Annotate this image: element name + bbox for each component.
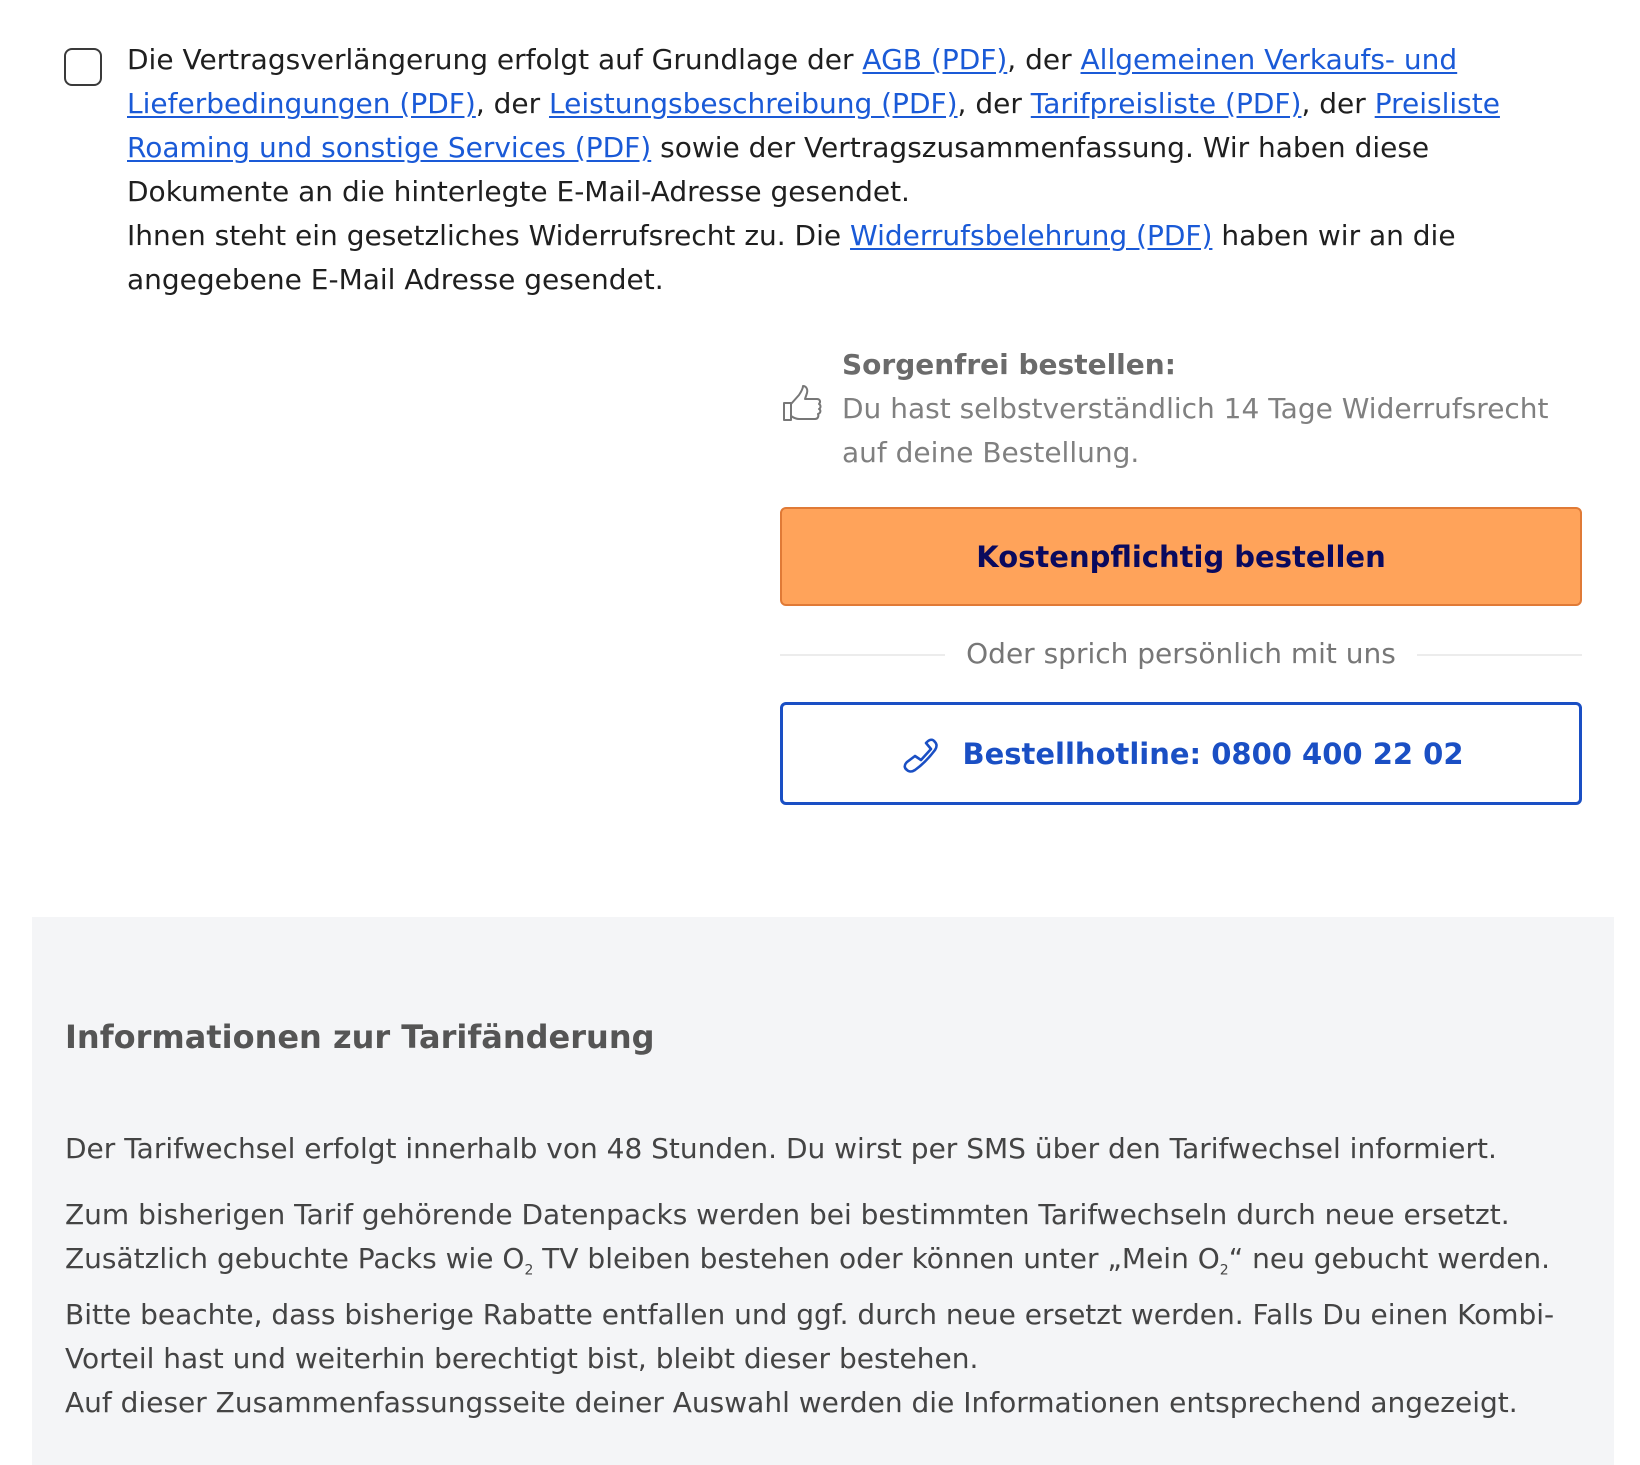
consent-text-part: , der <box>957 87 1031 120</box>
info-text-part: TV bleiben bestehen oder können unter „Mein O <box>533 1242 1220 1275</box>
info-text-part: Zum bisherigen Tarif gehörende Datenpacks werden bei bestimmten Tarifwechseln durch neue ersetzt. Zusätzlich gebuchte Packs wie O <box>65 1198 1510 1275</box>
tariff-info-section <box>32 917 1614 1465</box>
tarifpreisliste-link[interactable]: Tarifpreisliste (PDF) <box>1030 87 1302 120</box>
thumbs-up-icon <box>780 383 824 427</box>
consent-text-part: haben wir an die angegebene E-Mail Adresse gesendet. <box>127 219 1456 296</box>
consent-checkbox[interactable] <box>64 48 102 86</box>
consent-text-part: Die Vertragsverlängerung erfolgt auf Grundlage der <box>127 43 863 76</box>
consent-text-part: , der <box>1007 43 1081 76</box>
leistungsbeschreibung-link[interactable]: Leistungsbeschreibung (PDF) <box>549 87 958 120</box>
info-subscript: 2 <box>1219 1262 1229 1279</box>
order-button-label: Kostenpflichtig bestellen <box>976 539 1386 574</box>
or-divider <box>780 636 1582 672</box>
agb-link[interactable]: AGB (PDF) <box>862 43 1008 76</box>
hotline-button[interactable] <box>780 702 1582 805</box>
preisliste-roaming-link[interactable]: Preisliste Roaming und sonstige Services (PDF) <box>127 87 1500 164</box>
reassurance-title: Sorgenfrei bestellen: <box>842 348 1176 381</box>
divider-line-right <box>1417 654 1582 656</box>
info-title: Informationen zur Tarifänderung <box>65 1018 655 1056</box>
widerrufsbelehrung-link[interactable]: Widerrufsbelehrung (PDF) <box>850 219 1213 252</box>
info-paragraph-2 <box>65 1193 1585 1425</box>
reassurance-text: Du hast selbstverständlich 14 Tage Widerrufsrecht auf deine Bestellung. <box>842 392 1549 469</box>
info-text-part: “ neu gebucht werden. Bitte beachte, dass bisherige Rabatte entfallen und ggf. durch neue ersetzt werden. Falls Du einen Kombi-Vorteil hast und weiterhin berechtigt bist, bleibt dieser bestehen. <box>65 1242 1555 1375</box>
info-paragraph-1: Der Tarifwechsel erfolgt innerhalb von 48 Stunden. Du wirst per SMS über den Tarifwechsel informiert. <box>65 1132 1497 1165</box>
consent-text-part: Ihnen steht ein gesetzliches Widerrufsrecht zu. Die <box>127 219 851 252</box>
phone-icon <box>898 731 944 777</box>
consent-text-part: , der <box>475 87 550 120</box>
info-text-part: Auf dieser Zusammenfassungsseite deiner Auswahl werden die Informationen entsprechend angezeigt. <box>65 1385 1518 1419</box>
consent-text-part: sowie der Vertragszusammenfassung. Wir haben diese Dokumente an die hinterlegte E-Mail-Adresse gesendet. <box>127 131 1430 208</box>
info-subscript: 2 <box>524 1262 534 1279</box>
consent-text <box>127 38 1577 302</box>
avl-link[interactable]: Allgemeinen Verkaufs- und Lieferbedingungen (PDF) <box>127 43 1458 120</box>
order-button[interactable] <box>780 507 1582 606</box>
divider-label: Oder sprich persönlich mit uns <box>966 637 1396 670</box>
hotline-button-label: Bestellhotline: 0800 400 22 02 <box>962 736 1464 771</box>
consent-text-part: , der <box>1301 87 1375 120</box>
